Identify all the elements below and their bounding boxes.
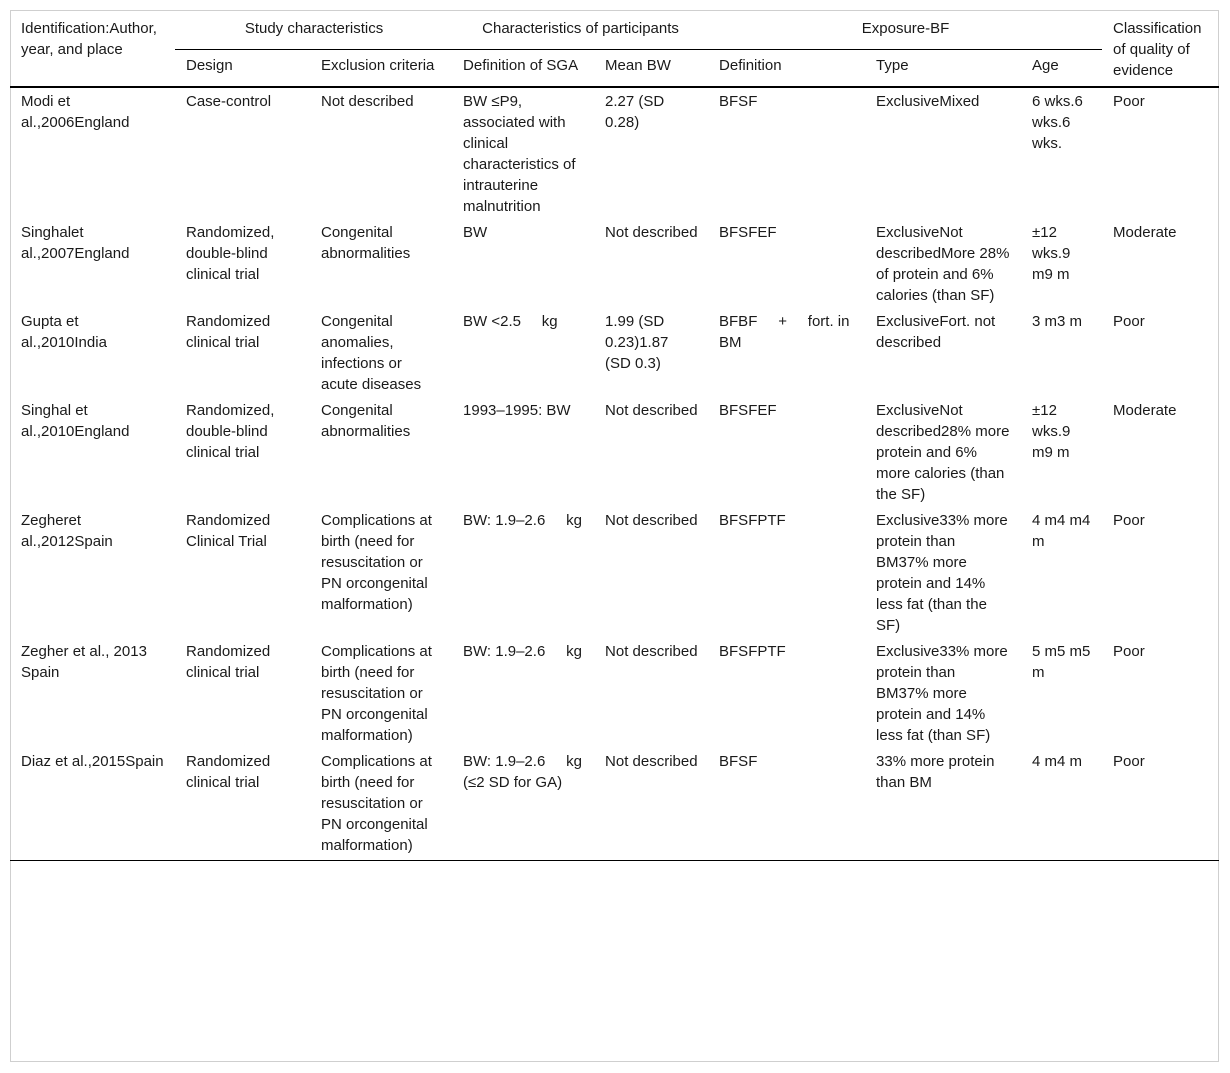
table-row: [10, 308, 1219, 397]
cell-exclusion: Complications at birth (need for resuscitation or PN orcongenital malformation): [310, 748, 452, 861]
table-row: [10, 638, 1219, 748]
cell-sga: 1993–1995: BW: [463, 402, 571, 419]
cell-mean-bw: Not described: [605, 512, 698, 529]
cell-design: Case-control: [186, 93, 272, 110]
cell-quality: Poor: [1102, 748, 1219, 861]
cell-age: ±12 wks.9 m9 m: [1032, 402, 1071, 461]
cell-type: Exclusive33% more protein than BM37% more protein and 14% less fat (than SF): [876, 643, 1008, 744]
header-row-columns: [10, 50, 1219, 87]
cell-identification: Gupta et al.,2010India: [21, 313, 107, 351]
cell-type: ExclusiveMixed: [876, 93, 980, 110]
cell-age: 4 m4 m: [1021, 748, 1102, 861]
header-quality-classification: Classification of quality of evidence: [1102, 11, 1219, 87]
cell-identification: Diaz et al.,2015Spain: [10, 748, 175, 861]
cell-identification: Zegheret al.,2012Spain: [21, 512, 113, 550]
cell-definition: BFSF: [719, 93, 758, 110]
subheader-sga-definition: Definition of SGA: [452, 50, 594, 87]
table-row: [10, 507, 1219, 638]
cell-type: ExclusiveNot describedMore 28% of protein and 6% calories (than SF): [876, 224, 1010, 304]
cell-design: Randomized, double-blind clinical trial: [186, 402, 275, 461]
subheader-exclusion-criteria: Exclusion criteria: [310, 50, 452, 87]
cell-definition: BFSFPTF: [719, 643, 786, 660]
cell-mean-bw: 1.99 (SD 0.23)1.87 (SD 0.3): [605, 313, 669, 372]
table-row: [10, 397, 1219, 507]
header-participant-characteristics: Characteristics of participants: [452, 11, 708, 50]
header-exposure-bf: Exposure-BF: [708, 11, 1102, 50]
header-row-groups: [10, 11, 1219, 50]
cell-mean-bw: Not described: [594, 748, 708, 861]
cell-identification: Singhal et al.,2010England: [21, 402, 130, 440]
cell-mean-bw: Not described: [605, 643, 698, 660]
cell-design: Randomized, double-blind clinical trial: [186, 224, 275, 283]
cell-quality: Moderate: [1113, 224, 1177, 241]
cell-type: 33% more protein than BM: [865, 748, 1021, 861]
cell-sga: BW: 1.9–2.6 kg (≤2 SD for GA): [452, 748, 594, 861]
cell-design: Randomized clinical trial: [175, 748, 310, 861]
cell-type: ExclusiveFort. not described: [876, 313, 996, 351]
table-row: [10, 87, 1219, 219]
cell-exclusion: Not described: [321, 93, 414, 110]
cell-exclusion: Congenital abnormalities: [321, 402, 411, 440]
cell-identification: Modi et al.,2006England: [21, 93, 130, 131]
subheader-mean-bw: Mean BW: [594, 50, 708, 87]
header-identification: Identification:Author, year, and place: [10, 11, 175, 87]
cell-design: Randomized clinical trial: [186, 313, 271, 351]
cell-age: 5 m5 m5 m: [1032, 643, 1091, 681]
cell-identification: Singhalet al.,2007England: [21, 224, 130, 262]
subheader-age: Age: [1021, 50, 1102, 87]
cell-type: Exclusive33% more protein than BM37% more protein and 14% less fat (than the SF): [876, 512, 1008, 634]
cell-identification: Zegher et al., 2013 Spain: [21, 643, 147, 681]
table-header: [10, 11, 1219, 87]
cell-definition: BFSFEF: [719, 402, 777, 419]
cell-exclusion: Congenital abnormalities: [321, 224, 411, 262]
cell-age: 6 wks.6 wks.6 wks.: [1032, 93, 1083, 152]
table-row: [10, 219, 1219, 308]
cell-design: Randomized Clinical Trial: [186, 512, 271, 550]
cell-sga: BW: 1.9–2.6 kg: [463, 512, 582, 529]
cell-quality: Poor: [1113, 93, 1145, 110]
subheader-design: Design: [175, 50, 310, 87]
cell-definition: BFSFEF: [719, 224, 777, 241]
cell-sga: BW <2.5 kg: [463, 313, 558, 330]
cell-sga: BW: [463, 224, 488, 241]
cell-quality: Moderate: [1113, 402, 1177, 419]
cell-sga: BW: 1.9–2.6 kg: [463, 643, 582, 660]
cell-type: ExclusiveNot described28% more protein and 6% more calories (than the SF): [876, 402, 1010, 503]
cell-exclusion: Complications at birth (need for resuscitation or PN orcongenital malformation): [321, 643, 432, 744]
cell-definition: BFBF + fort. in BM: [719, 313, 854, 351]
table-row: [10, 748, 1219, 861]
cell-exclusion: Congenital anomalies, infections or acute diseases: [321, 313, 422, 393]
study-characteristics-table: [10, 11, 1219, 861]
cell-definition: BFSFPTF: [719, 512, 786, 529]
cell-mean-bw: Not described: [605, 224, 698, 241]
cell-quality: Poor: [1113, 512, 1145, 529]
cell-age: 3 m3 m: [1032, 313, 1083, 330]
cell-definition: BFSF: [708, 748, 865, 861]
cell-age: 4 m4 m4 m: [1032, 512, 1091, 550]
table-body: [10, 87, 1219, 861]
header-study-characteristics: Study characteristics: [175, 11, 452, 50]
cell-exclusion: Complications at birth (need for resuscitation or PN orcongenital malformation): [321, 512, 432, 613]
subheader-type: Type: [865, 50, 1021, 87]
cell-age: ±12 wks.9 m9 m: [1032, 224, 1071, 283]
cell-design: Randomized clinical trial: [186, 643, 271, 681]
subheader-definition: Definition: [708, 50, 865, 87]
cell-mean-bw: Not described: [605, 402, 698, 419]
cell-quality: Poor: [1113, 313, 1145, 330]
cell-mean-bw: 2.27 (SD 0.28): [605, 93, 665, 131]
cell-sga: BW ≤P9, associated with clinical characteristics of intrauterine malnutrition: [463, 93, 576, 215]
cell-quality: Poor: [1113, 643, 1145, 660]
